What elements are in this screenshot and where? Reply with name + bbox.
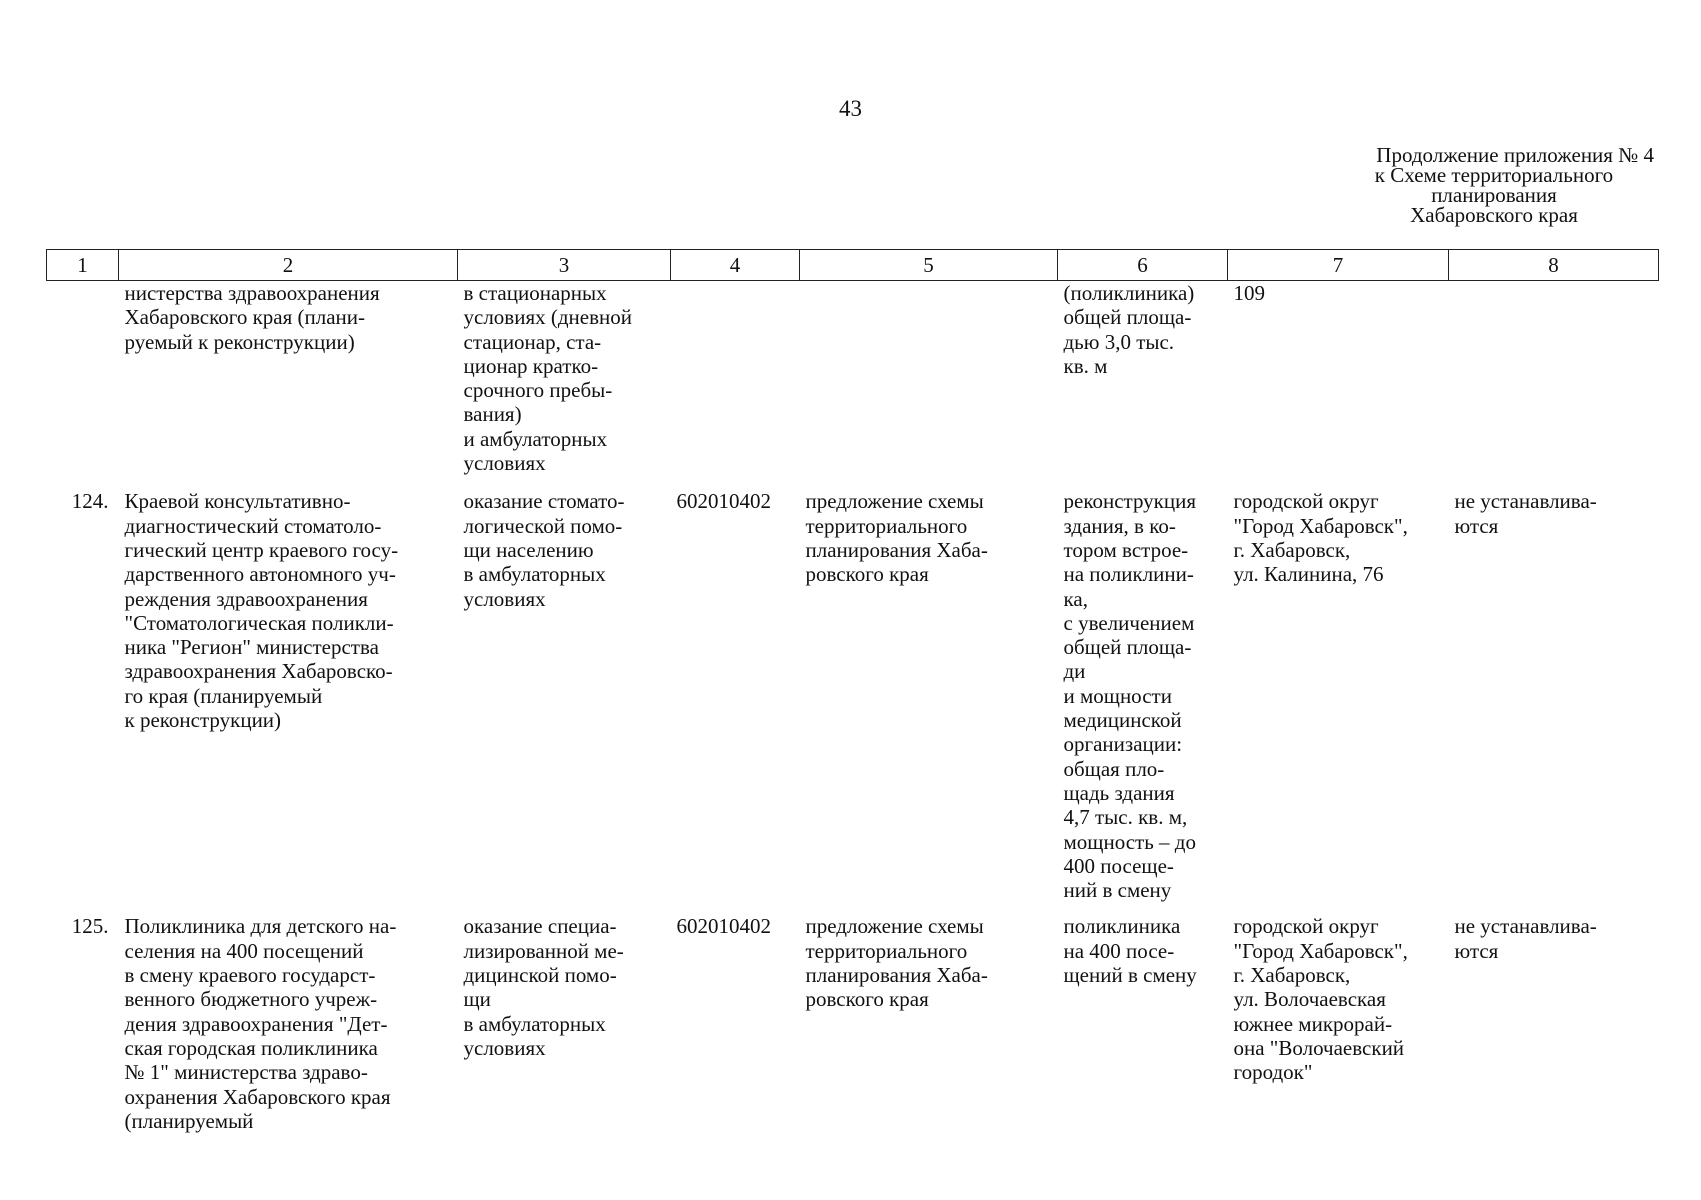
object-characteristics-line: кв. м (1063, 353, 1108, 378)
object-purpose-cell (458, 489, 671, 914)
object-characteristics-line: (поликлиника) (1063, 281, 1195, 305)
object-purpose-line: условиях (463, 451, 546, 476)
object-purpose-line: в амбулаторных (463, 562, 606, 587)
object-name-line: селения на 400 посещений (124, 938, 364, 963)
row-number-cell: 125. (71, 914, 109, 939)
object-name-line: здравоохранения Хабаровско- (124, 659, 393, 684)
column-header: 2 (119, 250, 458, 281)
object-zones-cell (1449, 489, 1659, 914)
object-basis-line: планирования Хаба- (805, 963, 988, 988)
object-purpose-line: вания) (463, 402, 522, 427)
object-name-line: нистерства здравоохранения (124, 281, 380, 305)
object-location-line: "Город Хабаровск", (1233, 513, 1408, 538)
column-header: 5 (800, 250, 1058, 281)
object-basis-line: территориального (805, 513, 968, 538)
object-location-line: ул. Волочаевская (1233, 987, 1386, 1012)
object-zones-line: ются (1454, 513, 1499, 538)
object-name-line: руемый к реконструкции) (124, 329, 355, 354)
object-purpose-line: срочного пребы- (463, 378, 613, 403)
appendix-note-line: к Схеме территориального (1374, 163, 1614, 187)
object-characteristics-line: тором встрое- (1063, 537, 1189, 562)
object-purpose-line: оказание стомато- (463, 489, 625, 514)
object-basis-cell (800, 914, 1058, 1133)
object-characteristics-cell (1058, 281, 1228, 490)
object-basis-line: ровского края (805, 987, 929, 1012)
object-name-line: Поликлиника для детского на- (124, 914, 397, 939)
object-name-line: Краевой консультативно- (124, 489, 351, 514)
object-name-line: венного бюджетного учреж- (124, 987, 378, 1012)
object-purpose-line: в амбулаторных (463, 1011, 606, 1036)
object-characteristics-line: на 400 посе- (1063, 938, 1175, 963)
object-purpose-line: в стационарных (463, 281, 607, 305)
object-characteristics-line: 4,7 тыс. кв. м, (1063, 805, 1188, 830)
object-location-line: городской округ (1233, 489, 1379, 514)
object-characteristics-line: медицинской (1063, 708, 1182, 733)
object-location-cell (1228, 489, 1449, 914)
object-code-cell (671, 281, 800, 490)
object-location-line: "Город Хабаровск", (1233, 938, 1408, 963)
row-number-cell: 124. (71, 489, 109, 514)
page-number: 43 (839, 96, 862, 121)
appendix-note-line: планирования (1431, 183, 1557, 207)
object-basis-line: ровского края (805, 562, 929, 587)
object-name-line: в смену краевого государст- (124, 963, 376, 988)
object-characteristics-line: реконструкция (1063, 489, 1197, 514)
table-row (47, 489, 1659, 914)
object-characteristics-line: ди (1063, 659, 1086, 684)
object-purpose-line: оказание специа- (463, 914, 617, 939)
object-name-line: "Стоматологическая поликли- (124, 610, 394, 635)
object-purpose-line: щи населению (463, 537, 594, 562)
column-header: 1 (47, 250, 119, 281)
object-characteristics-line: мощность – до (1063, 829, 1196, 854)
object-name-line: диагностический стоматоло- (124, 513, 382, 538)
object-name-line: ская городская поликлиника (124, 1035, 378, 1060)
object-characteristics-line: здания, в ко- (1063, 513, 1176, 538)
object-characteristics-line: ка, (1063, 586, 1088, 611)
object-name-cell (119, 489, 458, 914)
object-name-line: гический центр краевого госу- (124, 537, 399, 562)
object-code-cell: 602010402 (676, 914, 771, 939)
object-name-line: (планируемый (124, 1108, 254, 1133)
object-location-line: 109 (1233, 281, 1265, 305)
objects-table (46, 249, 1659, 1133)
object-zones-line: не устанавлива- (1454, 914, 1597, 939)
object-purpose-cell (458, 281, 671, 490)
object-zones-cell (1449, 914, 1659, 1133)
row-number-cell (47, 281, 119, 490)
object-purpose-line: ционар кратко- (463, 353, 599, 378)
object-purpose-line: и амбулаторных (463, 426, 608, 451)
object-purpose-line: условиях (дневной (463, 305, 632, 330)
object-name-line: Хабаровского края (плани- (124, 305, 366, 330)
column-header: 4 (671, 250, 800, 281)
object-name-line: № 1" министерства здраво- (124, 1060, 368, 1085)
object-purpose-cell (458, 914, 671, 1133)
column-header: 8 (1449, 250, 1659, 281)
object-characteristics-line: организации: (1063, 732, 1183, 757)
object-characteristics-cell (1058, 489, 1228, 914)
object-basis-line: предложение схемы (805, 489, 984, 514)
object-basis-line: предложение схемы (805, 914, 984, 939)
object-purpose-line: стационар, ста- (463, 329, 602, 354)
object-characteristics-line: на поликлини- (1063, 562, 1194, 587)
object-name-cell (119, 914, 458, 1133)
object-basis-line: планирования Хаба- (805, 537, 988, 562)
object-characteristics-line: и мощности (1063, 683, 1172, 708)
object-characteristics-line: дью 3,0 тыс. (1063, 329, 1175, 354)
table-row (47, 914, 1659, 1133)
table-header-row (47, 250, 1659, 281)
object-characteristics-cell (1058, 914, 1228, 1133)
object-name-line: го края (планируемый (124, 683, 323, 708)
object-purpose-line: щи (463, 987, 491, 1012)
object-location-cell (1228, 914, 1449, 1133)
object-location-line: южнее микрорай- (1233, 1011, 1393, 1036)
object-name-line: ника "Регион" министерства (124, 635, 379, 660)
object-zones-line: ются (1454, 938, 1499, 963)
object-characteristics-line: общая пло- (1063, 756, 1165, 781)
object-location-line: она "Волочаевский (1233, 1035, 1405, 1060)
object-purpose-line: условиях (463, 1035, 546, 1060)
object-characteristics-line: ний в смену (1063, 878, 1172, 903)
object-location-line: г. Хабаровск, (1233, 537, 1351, 562)
object-basis-cell (800, 489, 1058, 914)
appendix-note (1334, 145, 1654, 225)
object-purpose-line: дицинской помо- (463, 963, 617, 988)
object-name-line: дения здравоохранения "Дет- (124, 1011, 388, 1036)
object-name-line: охранения Хабаровского края (124, 1084, 391, 1109)
column-header: 6 (1058, 250, 1228, 281)
table-row (47, 281, 1659, 490)
object-code-cell: 602010402 (676, 489, 771, 514)
object-location-cell (1228, 281, 1449, 490)
object-name-cell (119, 281, 458, 490)
object-characteristics-line: 400 посеще- (1063, 853, 1174, 878)
object-location-line: городской округ (1233, 914, 1379, 939)
object-characteristics-line: с увеличением (1063, 610, 1195, 635)
object-basis-line: территориального (805, 938, 968, 963)
object-purpose-line: лизированной ме- (463, 938, 624, 963)
object-characteristics-line: щадь здания (1063, 780, 1175, 805)
object-characteristics-line: общей площа- (1063, 635, 1192, 660)
object-purpose-line: условиях (463, 586, 546, 611)
object-zones-line: не устанавлива- (1454, 489, 1597, 514)
object-characteristics-line: поликлиника (1063, 914, 1181, 939)
column-header: 3 (458, 250, 671, 281)
object-characteristics-line: щений в смену (1063, 963, 1197, 988)
object-name-line: реждения здравоохранения (124, 586, 368, 611)
column-header: 7 (1228, 250, 1449, 281)
appendix-note-line: Хабаровского края (1410, 203, 1578, 227)
object-location-line: ул. Калинина, 76 (1233, 562, 1384, 587)
object-location-line: г. Хабаровск, (1233, 963, 1351, 988)
appendix-note-line: Продолжение приложения № 4 (1376, 143, 1654, 167)
object-purpose-line: логической помо- (463, 513, 623, 538)
object-basis-cell (800, 281, 1058, 490)
object-name-line: к реконструкции) (124, 708, 282, 733)
object-characteristics-line: общей площа- (1063, 305, 1192, 330)
object-zones-cell (1449, 281, 1659, 490)
object-location-line: городок" (1233, 1060, 1313, 1085)
object-name-line: дарственного автономного уч- (124, 562, 396, 587)
